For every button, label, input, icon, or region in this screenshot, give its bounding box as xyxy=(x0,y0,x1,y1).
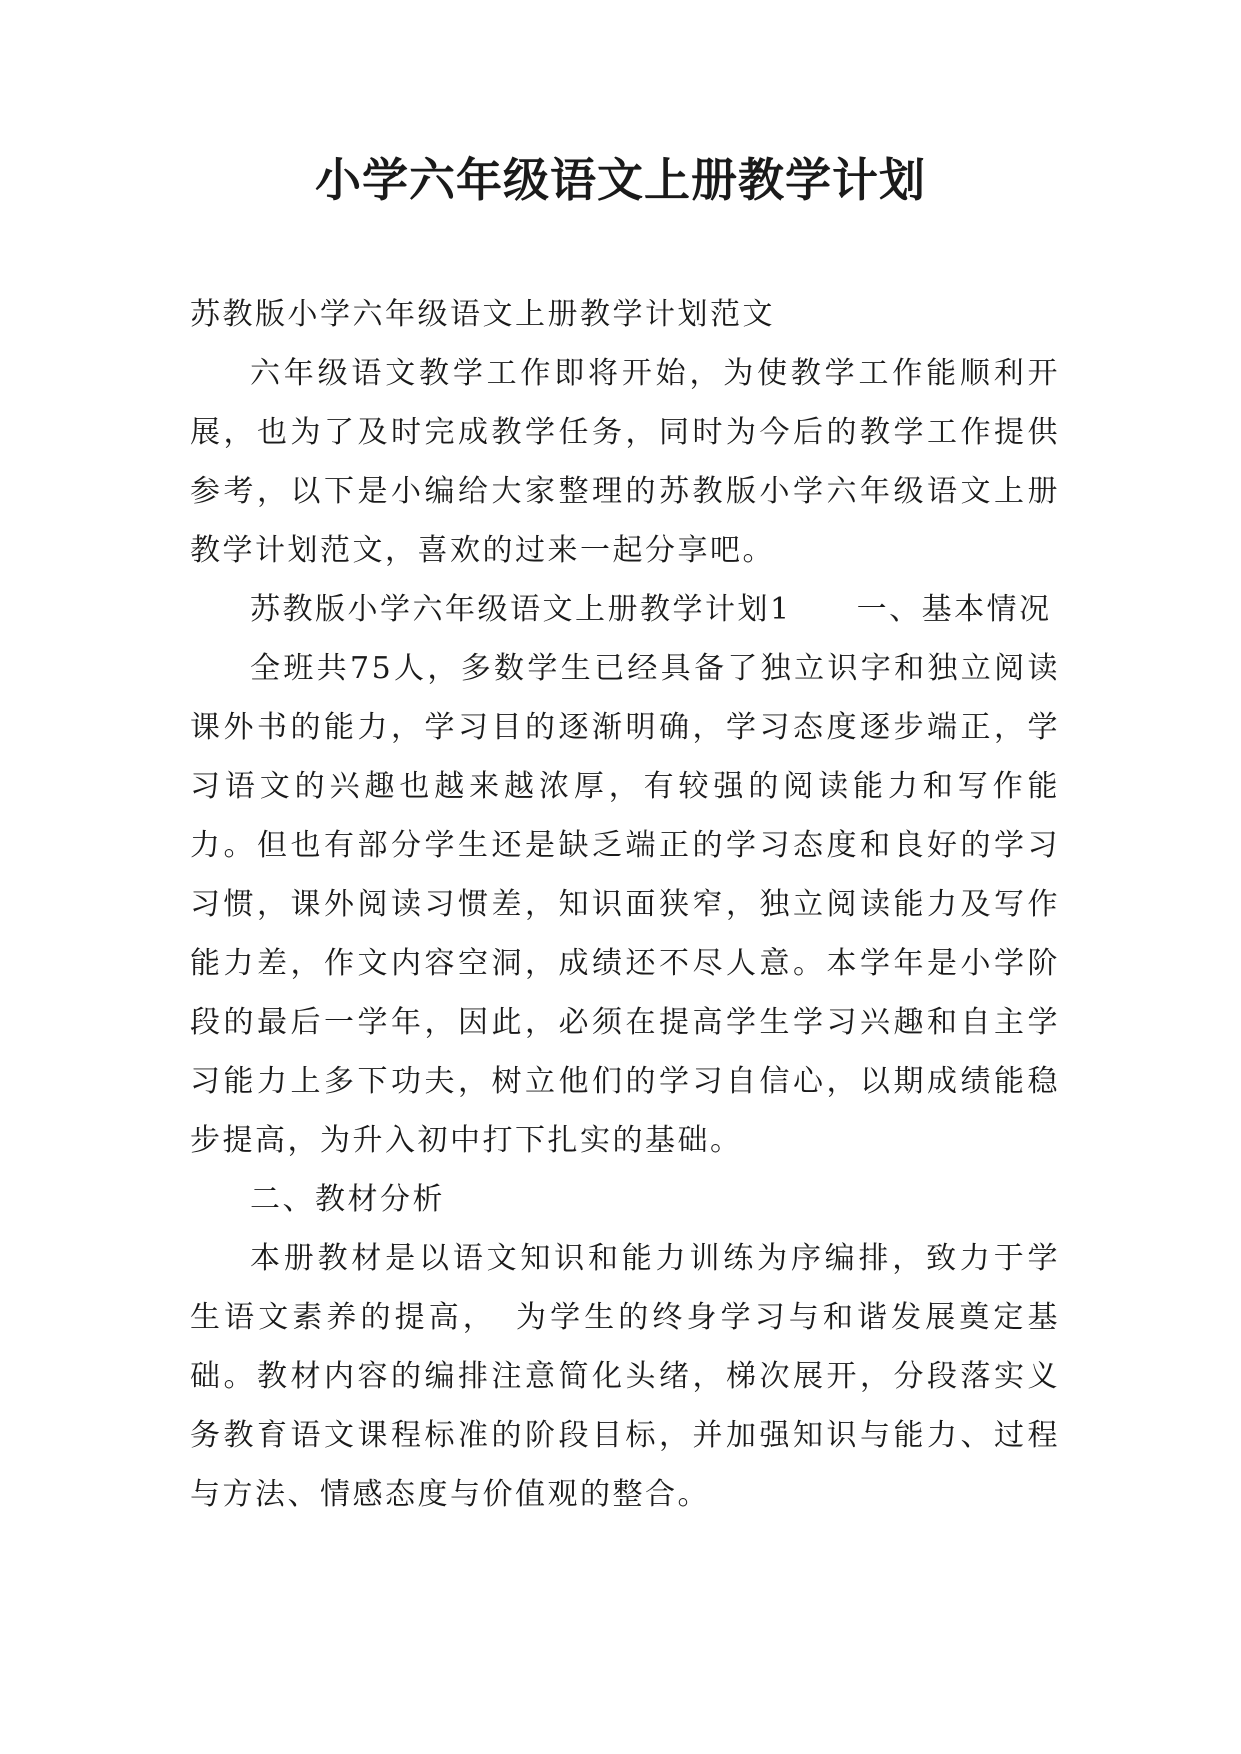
section-heading-textbook-analysis: 二、教材分析 xyxy=(250,1182,445,1217)
document-body xyxy=(190,285,1060,1524)
paragraph-basic-situation: 全班共75人，多数学生已经具备了独立识字和独立阅读课外书的能力，学习目的逐渐明确，学习态度逐步端正，学习语文的兴趣也越来越浓厚，有较强的阅读能力和写作能力。但也有部分学生还是缺乏端正的学习态度和良好的学习习惯，课外阅读习惯差，知识面狭窄，独立阅读能力及写作能力差，作文内容空洞，成绩还不尽人意。本学年是小学阶段的最后一学年，因此，必须在提高学生学习兴趣和自主学习能力上多下功夫，树立他们的学习自信心，以期成绩能稳步提高，为升入初中打下扎实的基础。 xyxy=(190,651,1060,1158)
section-heading-basic-situation: 苏教版小学六年级语文上册教学计划1 一、基本情况 xyxy=(250,592,1052,627)
document-title: 小学六年级语文上册教学计划 xyxy=(315,153,926,207)
paragraph-textbook-analysis: 本册教材是以语文知识和能力训练为序编排，致力于学生语文素养的提高， 为学生的终身学习与和谐发展奠定基础。教材内容的编排注意简化头绪，梯次展开，分段落实义务教育语文课程标准的阶段目标，并加强知识与能力、过程与方法、情感态度与价值观的整合。 xyxy=(190,1241,1060,1512)
paragraph-intro: 六年级语文教学工作即将开始，为使教学工作能顺利开展，也为了及时完成教学任务，同时为今后的教学工作提供参考，以下是小编给大家整理的苏教版小学六年级语文上册教学计划范文，喜欢的过来一起分享吧。 xyxy=(190,356,1060,568)
document-subtitle: 苏教版小学六年级语文上册教学计划范文 xyxy=(190,297,775,332)
